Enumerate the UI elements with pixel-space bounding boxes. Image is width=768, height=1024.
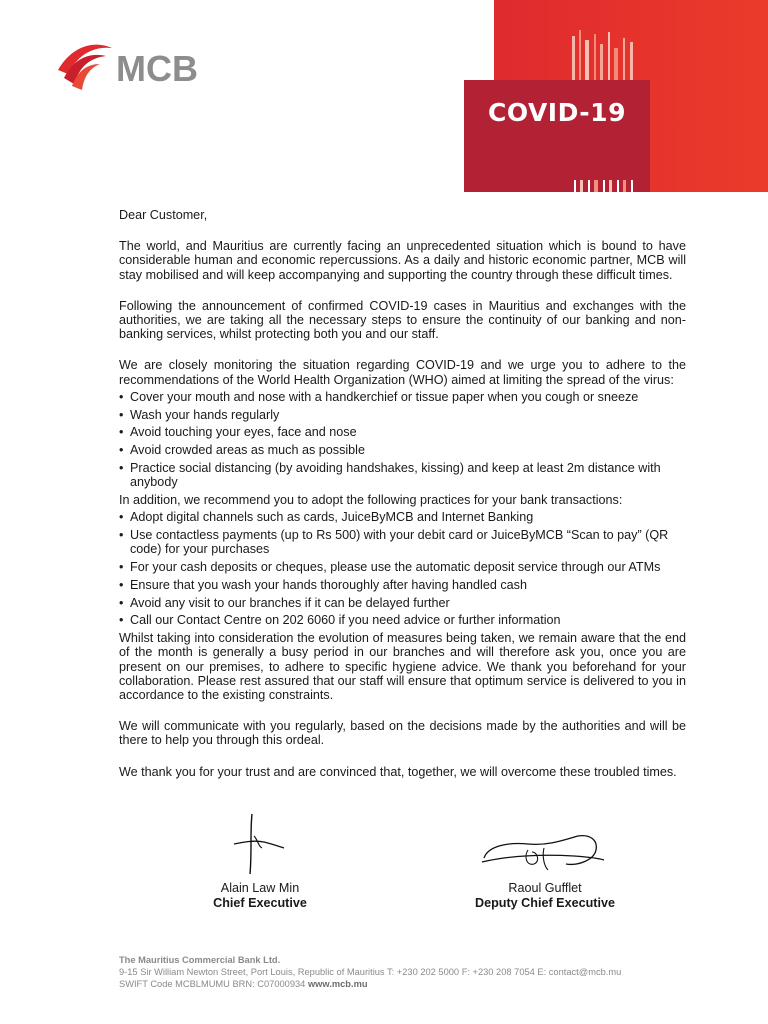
list-item: • Avoid any visit to our branches if it can be delayed further	[119, 596, 686, 610]
footer-codes-line	[119, 978, 719, 990]
paragraph-5: Whilst taking into consideration the evolution of measures being taken, we remain aware that the end of the month is generally a busy period in our branches and will therefore ask you, once you are present on our premises, to adhere to specific hygiene advice. We thank you beforehand for your collaboration. Please rest assured that our staff will ensure that optimum service is delivered to you in accordance to the existing constraints.	[119, 631, 686, 703]
footer-website-link[interactable]: www.mcb.mu	[307, 979, 368, 989]
covid-title: COVID-19	[488, 98, 626, 127]
list-item: • Cover your mouth and nose with a handkerchief or tissue paper when you cough or sneeze	[119, 390, 686, 404]
list-item: • Adopt digital channels such as cards, JuiceByMCB and Internet Banking	[119, 510, 686, 524]
list-item: • Ensure that you wash your hands thoroughly after having handled cash	[119, 578, 686, 592]
signatory-name: Alain Law Min	[220, 881, 300, 895]
paragraph-1: The world, and Mauritius are currently facing an unprecedented situation which is bound to have considerable human and economic repercussions. As a daily and historic economic partner, MCB will stay mobilised and will keep accompanying and supporting the country through these difficult times.	[119, 239, 686, 282]
barcode-stripes-top	[570, 30, 640, 80]
footer-codes: SWIFT Code MCBLMUMU BRN: C07000934	[119, 979, 308, 989]
list-item: • Avoid crowded areas as much as possible	[119, 443, 686, 457]
signature-block-1	[190, 881, 330, 911]
signatory-title: Deputy Chief Executive	[475, 896, 615, 910]
signatory-name: Raoul Gufflet	[508, 881, 582, 895]
list-item: • For your cash deposits or cheques, please use the automatic deposit service through our ATMs	[119, 560, 686, 574]
list-item: • Use contactless payments (up to Rs 500) with your debit card or JuiceByMCB “Scan to pay” (QR code) for your purchases	[119, 528, 686, 556]
logo-wordmark: MCB	[116, 48, 198, 89]
paragraph-7: We thank you for your trust and are convinced that, together, we will overcome these troubled times.	[119, 764, 677, 779]
footer	[119, 954, 719, 990]
barcode-stripes-bottom	[572, 180, 642, 192]
signature-1-icon	[228, 812, 298, 882]
letter-body	[119, 208, 686, 779]
list-item: • Avoid touching your eyes, face and nose	[119, 425, 686, 439]
mcb-logo-mark-icon	[54, 40, 116, 90]
signature-2-icon	[478, 826, 608, 876]
list-item: • Call our Contact Centre on 202 6060 if you need advice or further information	[119, 613, 686, 627]
who-recommendations-list	[119, 390, 686, 490]
list-item: • Practice social distancing (by avoiding handshakes, kissing) and keep at least 2m distance with anybody	[119, 461, 686, 489]
signatory-title: Chief Executive	[213, 896, 307, 910]
greeting: Dear Customer,	[119, 208, 208, 222]
footer-address: 9-15 Sir William Newton Street, Port Louis, Republic of Mauritius T: +230 202 5000 F: +230 208 7054 E: contact@mcb.mu	[119, 967, 622, 977]
paragraph-3: We are closely monitoring the situation regarding COVID-19 and we urge you to adhere to the recommendations of the World Health Organization (WHO) aimed at limiting the spread of the virus:	[119, 358, 686, 387]
paragraph-4: In addition, we recommend you to adopt the following practices for your bank transactions:	[119, 493, 623, 508]
covid-banner	[464, 80, 650, 192]
paragraph-2: Following the announcement of confirmed COVID-19 cases in Mauritius and exchanges with the authorities, we are taking all the necessary steps to ensure the continuity of our banking and non-banking services, whilst protecting both you and our staff.	[119, 298, 686, 342]
bank-practices-list	[119, 510, 686, 627]
paragraph-6: We will communicate with you regularly, based on the decisions made by the authorities and will be there to help you through this ordeal.	[119, 719, 686, 748]
signature-block-2	[450, 881, 640, 911]
mcb-logo	[54, 40, 214, 90]
list-item: • Wash your hands regularly	[119, 408, 686, 422]
footer-company: The Mauritius Commercial Bank Ltd.	[119, 955, 281, 965]
